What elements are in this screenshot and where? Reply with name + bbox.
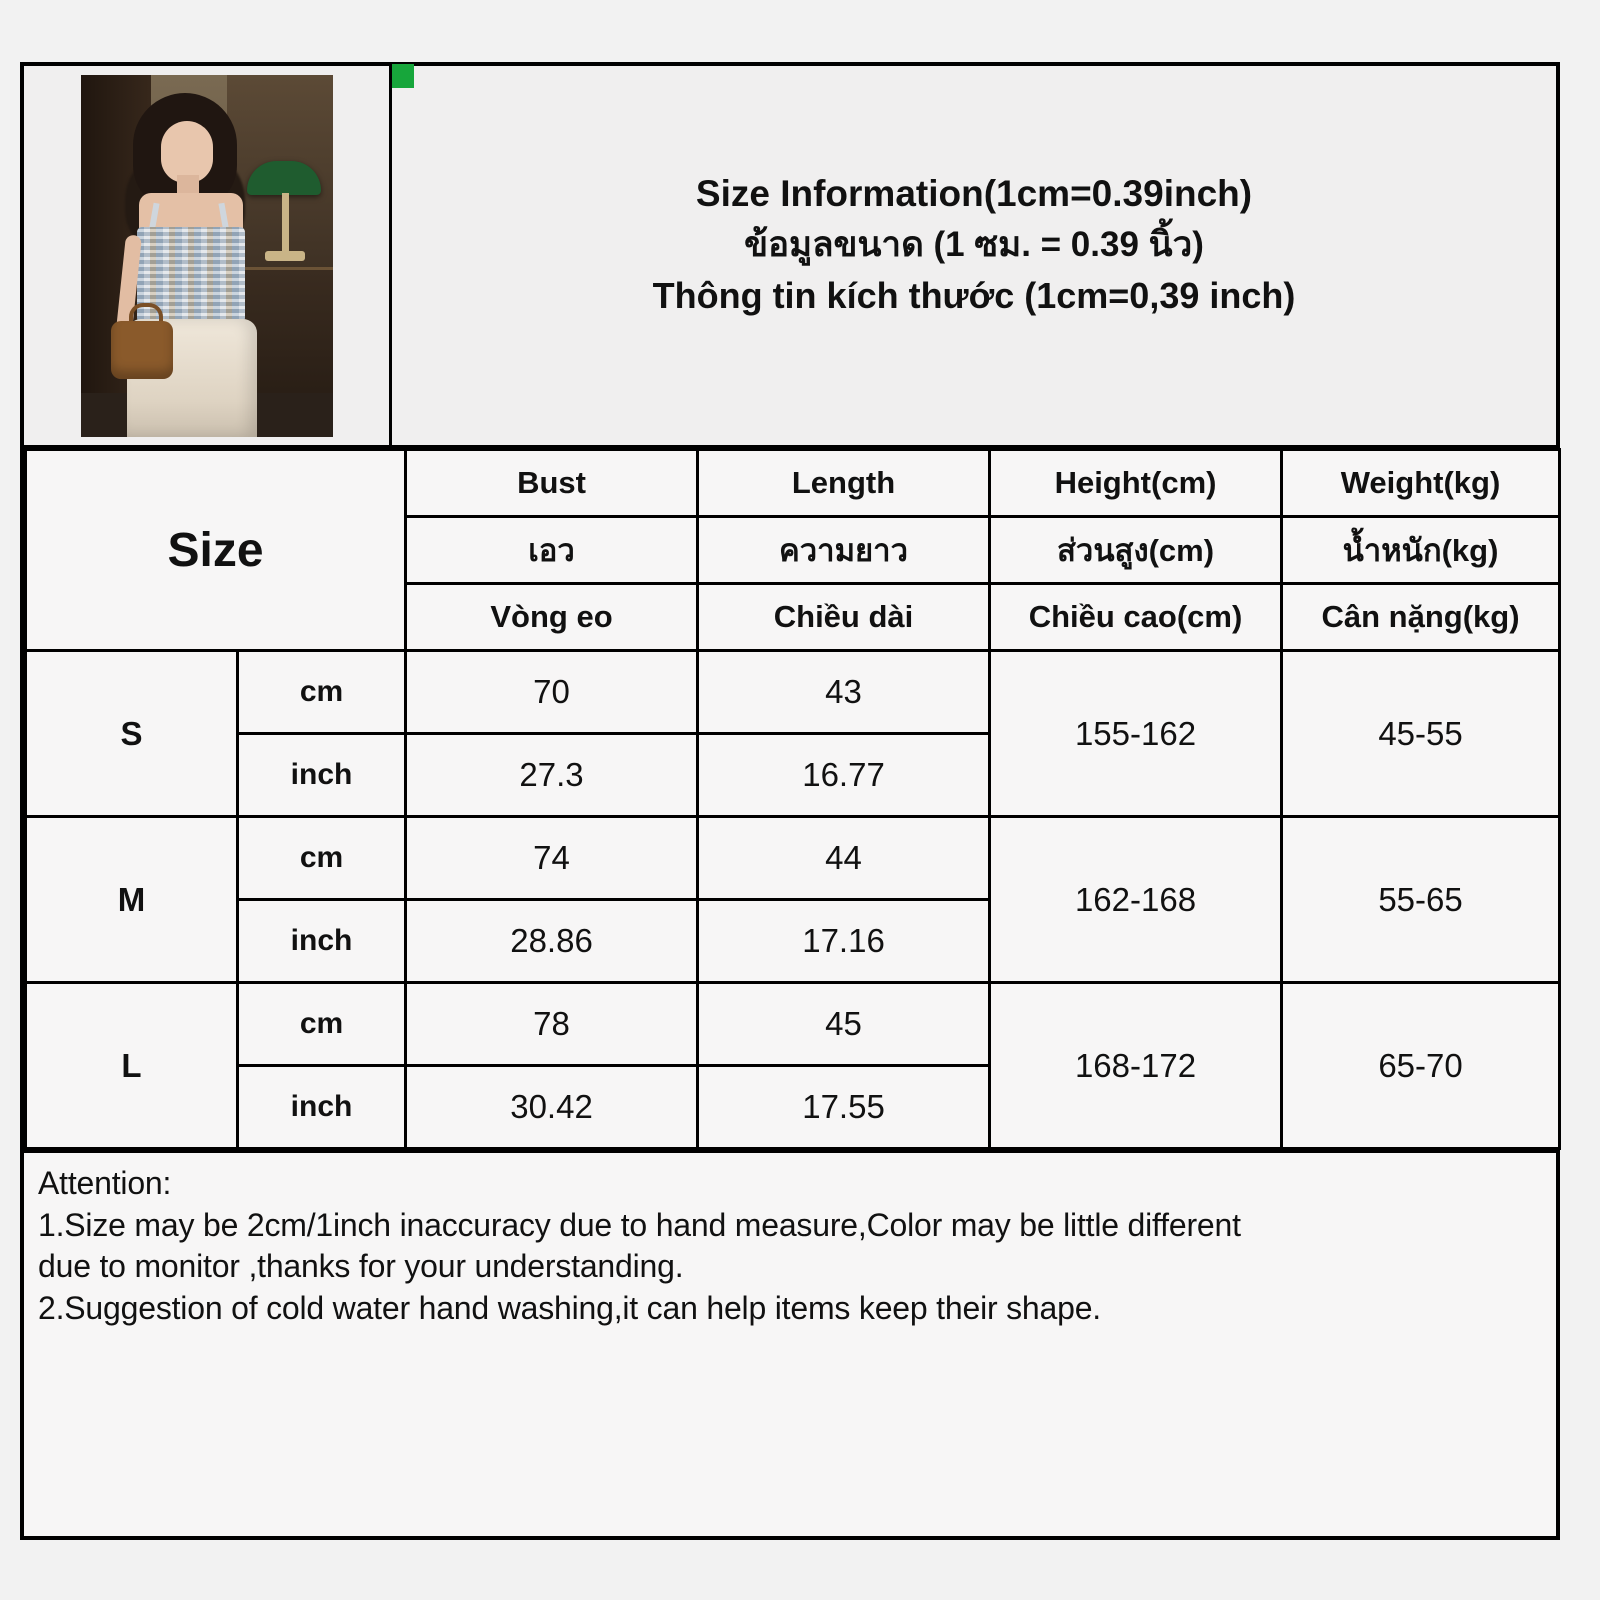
- header-length-vi: Chiều dài: [698, 584, 990, 651]
- title-english: Size Information(1cm=0.39inch): [695, 172, 1253, 214]
- size-chart-card: [20, 62, 1560, 1540]
- attention-line-2: due to monitor ,thanks for your understanding.: [38, 1248, 684, 1285]
- length-cm-s: 43: [698, 651, 990, 734]
- unit-cm-l: cm: [238, 983, 406, 1066]
- height-s: 155-162: [990, 651, 1282, 817]
- row-size-m: M: [26, 817, 238, 983]
- row-size-l: L: [26, 983, 238, 1149]
- title-thai: ข้อมูลขนาด (1 ซม. = 0.39 นิ้ว): [744, 225, 1204, 265]
- weight-m: 55-65: [1282, 817, 1560, 983]
- product-photo-cell: [24, 66, 392, 445]
- attention-note: [24, 1150, 1556, 1536]
- table-row: [26, 983, 1560, 1066]
- height-l: 168-172: [990, 983, 1282, 1149]
- attention-line-3: 2.Suggestion of cold water hand washing,it can help items keep their shape.: [38, 1289, 1102, 1326]
- bust-cm-l: 78: [406, 983, 698, 1066]
- unit-cm-m: cm: [238, 817, 406, 900]
- height-m: 162-168: [990, 817, 1282, 983]
- bust-inch-l: 30.42: [406, 1066, 698, 1149]
- unit-inch-l: inch: [238, 1066, 406, 1149]
- header-bust-en: Bust: [406, 450, 698, 517]
- length-cm-l: 45: [698, 983, 990, 1066]
- green-corner-marker: [392, 64, 414, 88]
- weight-s: 45-55: [1282, 651, 1560, 817]
- size-table: [24, 448, 1561, 1150]
- title-vietnamese: Thông tin kích thước (1cm=0,39 inch): [652, 275, 1296, 317]
- table-row: [26, 817, 1560, 900]
- chart-title-cell: [392, 66, 1556, 445]
- header-weight-en: Weight(kg): [1282, 450, 1560, 517]
- unit-inch-m: inch: [238, 900, 406, 983]
- length-inch-l: 17.55: [698, 1066, 990, 1149]
- length-cm-m: 44: [698, 817, 990, 900]
- header-weight-vi: Cân nặng(kg): [1282, 584, 1560, 651]
- chart-header: [24, 66, 1556, 448]
- header-size-label: Size: [26, 450, 406, 651]
- header-height-th: ส่วนสูง(cm): [990, 517, 1282, 584]
- bust-cm-s: 70: [406, 651, 698, 734]
- header-bust-vi: Vòng eo: [406, 584, 698, 651]
- table-row: [26, 651, 1560, 734]
- product-photo: [81, 75, 333, 437]
- unit-inch-s: inch: [238, 734, 406, 817]
- table-header-row-en: [26, 450, 1560, 517]
- header-weight-th: น้ำหนัก(kg): [1282, 517, 1560, 584]
- row-size-s: S: [26, 651, 238, 817]
- header-bust-th: เอว: [406, 517, 698, 584]
- header-height-vi: Chiều cao(cm): [990, 584, 1282, 651]
- header-height-en: Height(cm): [990, 450, 1282, 517]
- bust-inch-m: 28.86: [406, 900, 698, 983]
- weight-l: 65-70: [1282, 983, 1560, 1149]
- attention-line-1: 1.Size may be 2cm/1inch inaccuracy due to hand measure,Color may be little different: [38, 1206, 1241, 1243]
- attention-heading: Attention:: [38, 1165, 172, 1201]
- header-length-en: Length: [698, 450, 990, 517]
- length-inch-m: 17.16: [698, 900, 990, 983]
- header-length-th: ความยาว: [698, 517, 990, 584]
- bust-inch-s: 27.3: [406, 734, 698, 817]
- length-inch-s: 16.77: [698, 734, 990, 817]
- bust-cm-m: 74: [406, 817, 698, 900]
- unit-cm-s: cm: [238, 651, 406, 734]
